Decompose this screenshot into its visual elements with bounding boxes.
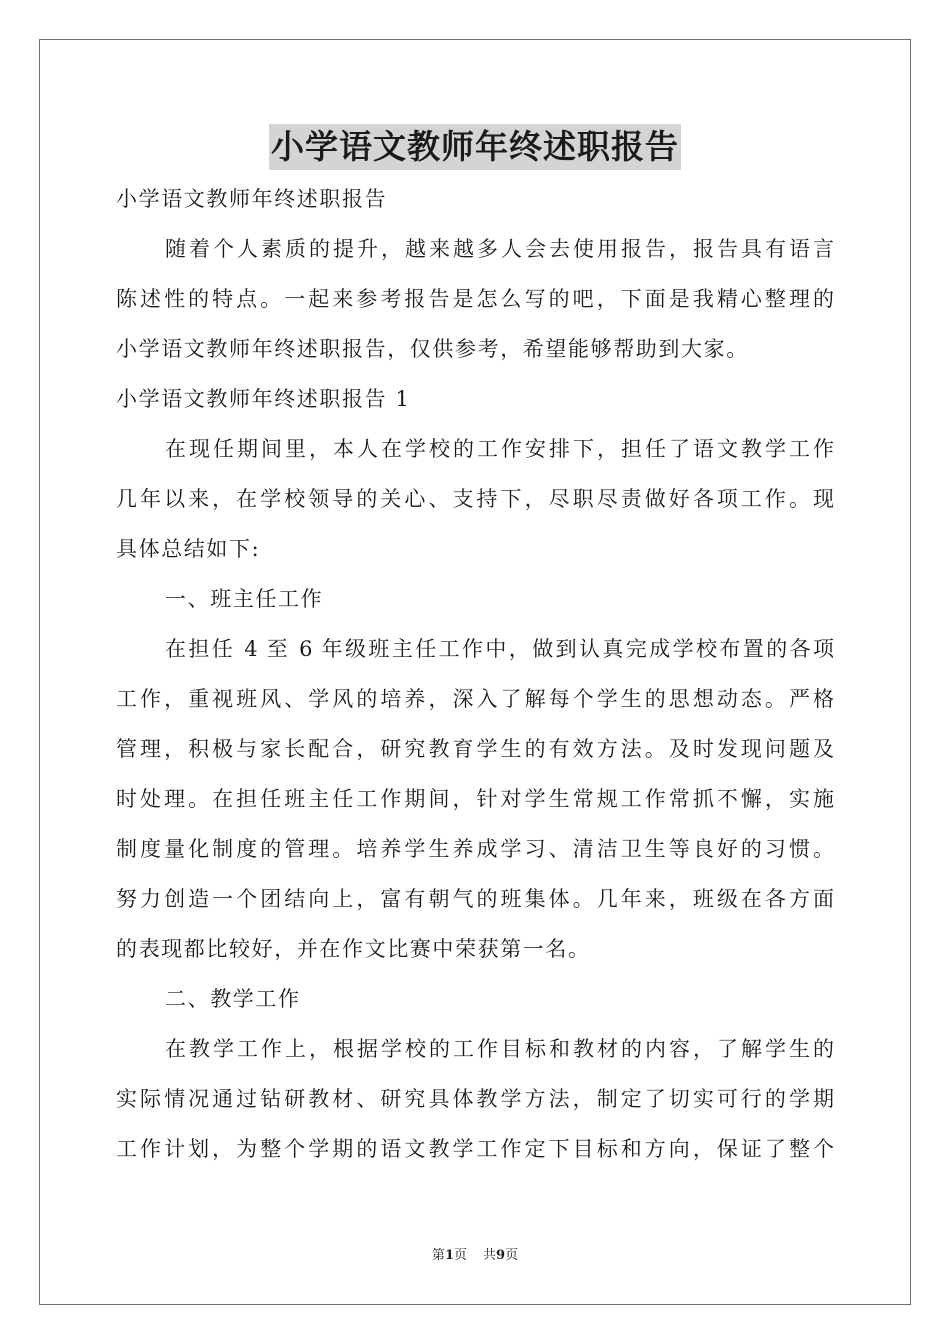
paragraph-line: 几年以来，在学校领导的关心、支持下，尽职尽责做好各项工作。现	[116, 487, 834, 511]
total-suffix: 页	[505, 1248, 519, 1263]
total-prefix: 共	[483, 1248, 497, 1263]
paragraph-line: 在教学工作上，根据学校的工作目标和教材的内容，了解学生的	[165, 1037, 834, 1061]
document-title: 小学语文教师年终述职报告	[269, 124, 681, 170]
paragraph-line: 制度量化制度的管理。培养学生养成学习、清洁卫生等良好的习惯。	[116, 837, 834, 861]
section-heading: 二、教学工作	[165, 987, 301, 1011]
paragraph-line: 小学语文教师年终述职报告，仅供参考，希望能够帮助到大家。	[116, 337, 749, 361]
paragraph-line: 工作计划，为整个学期的语文教学工作定下目标和方向，保证了整个	[116, 1137, 834, 1161]
section-heading: 小学语文教师年终述职报告 1	[116, 387, 411, 411]
page-footer	[0, 1248, 950, 1264]
paragraph-line: 陈述性的特点。一起来参考报告是怎么写的吧，下面是我精心整理的	[116, 287, 834, 311]
page-prefix: 第	[431, 1248, 445, 1263]
paragraph-line: 时处理。在担任班主任工作期间，针对学生常规工作常抓不懈，实施	[116, 787, 834, 811]
paragraph-line: 努力创造一个团结向上，富有朝气的班集体。几年来，班级在各方面	[116, 887, 834, 911]
page-current: 1	[444, 1248, 454, 1263]
paragraph-line: 随着个人素质的提升，越来越多人会去使用报告，报告具有语言	[165, 237, 834, 261]
page-suffix: 页	[453, 1248, 467, 1263]
paragraph-line: 具体总结如下:	[116, 537, 261, 561]
section-heading: 一、班主任工作	[165, 587, 324, 611]
paragraph-line: 管理，积极与家长配合，研究教育学生的有效方法。及时发现问题及	[116, 737, 834, 761]
paragraph-line: 在现任期间里，本人在学校的工作安排下，担任了语文教学工作	[165, 437, 834, 461]
page-total: 9	[496, 1248, 506, 1263]
paragraph-line: 工作，重视班风、学风的培养，深入了解每个学生的思想动态。严格	[116, 687, 834, 711]
paragraph-line: 在担任 4 至 6 年级班主任工作中，做到认真完成学校布置的各项	[165, 637, 834, 661]
subtitle-line: 小学语文教师年终述职报告	[116, 187, 388, 211]
title-container	[0, 124, 950, 170]
paragraph-line: 实际情况通过钻研教材、研究具体教学方法，制定了切实可行的学期	[116, 1087, 834, 1111]
page-border	[39, 39, 911, 1305]
paragraph-line: 的表现都比较好，并在作文比赛中荣获第一名。	[116, 937, 591, 961]
